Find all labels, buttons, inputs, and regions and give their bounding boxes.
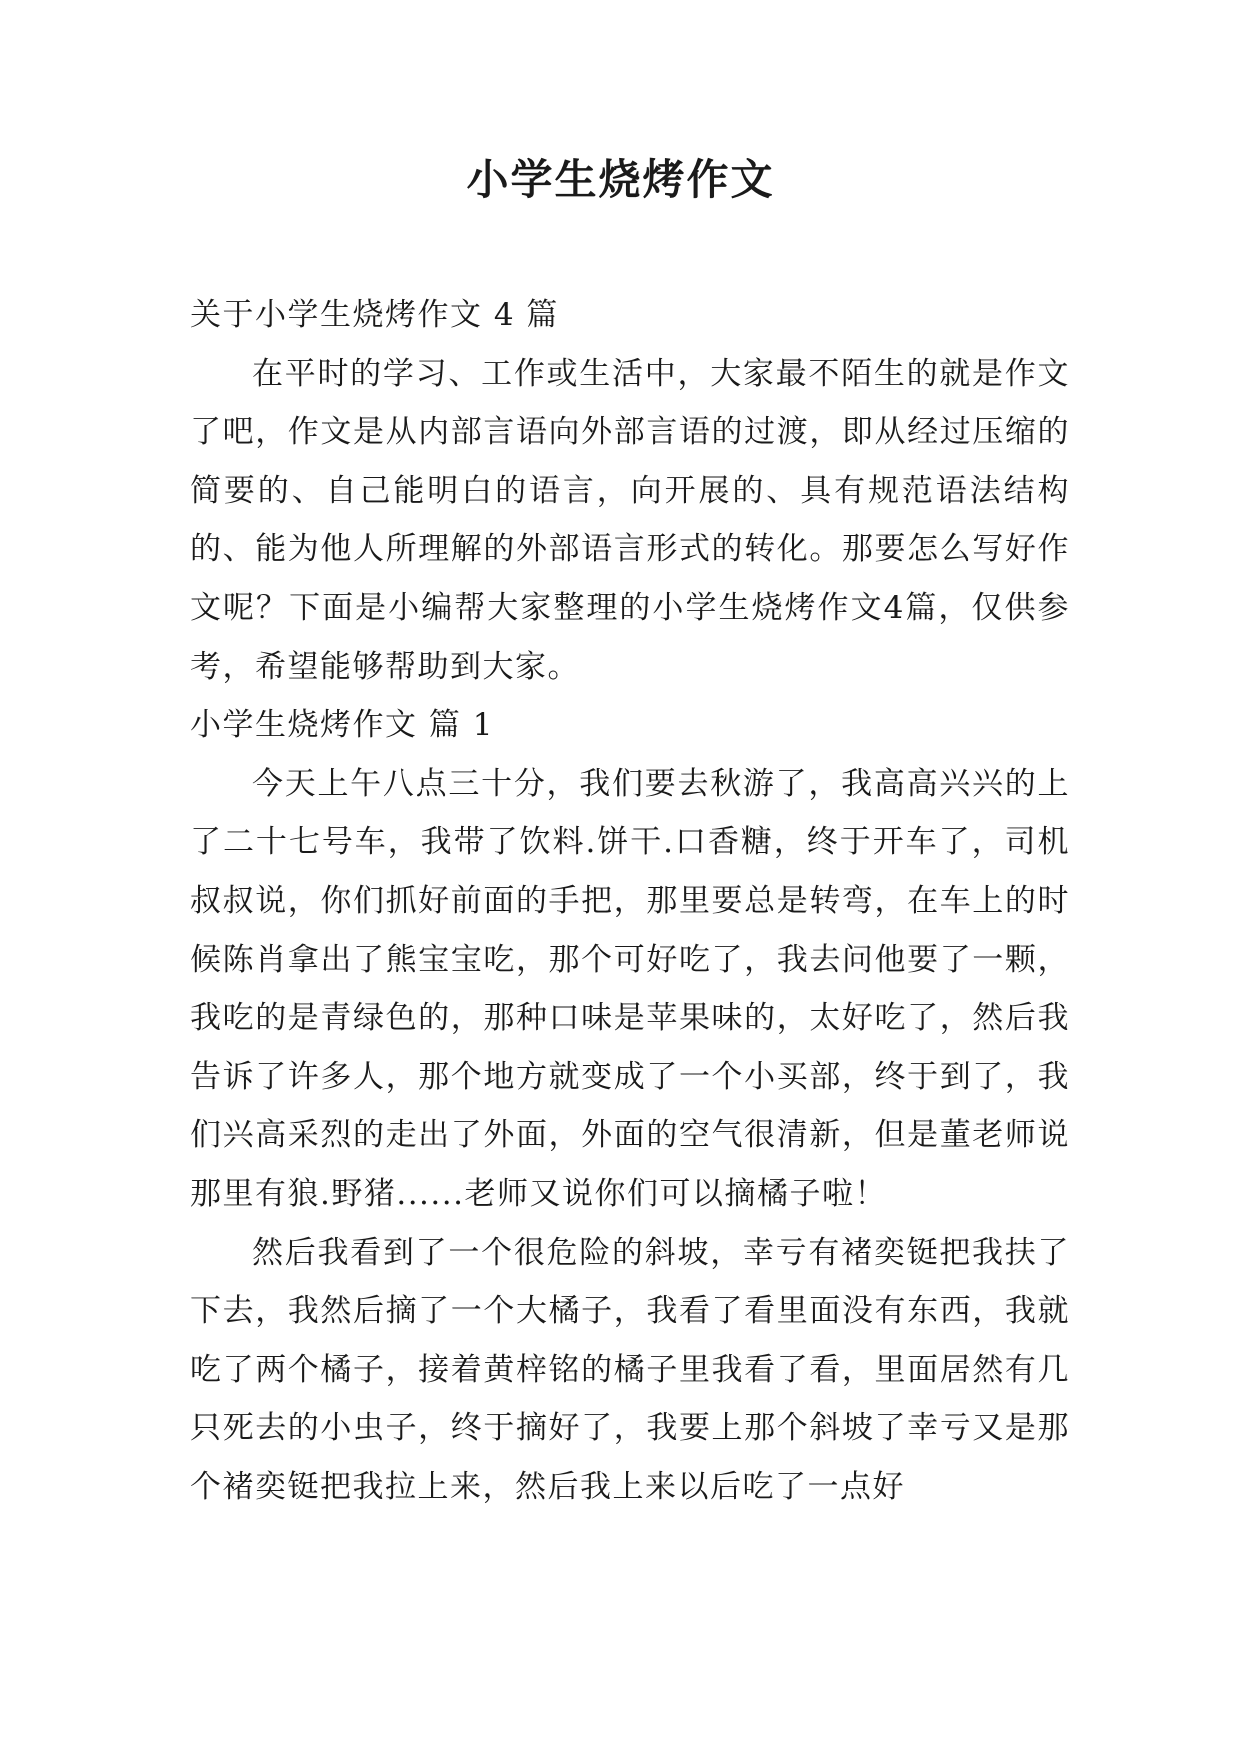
section-heading: 小学生烧烤作文 篇 1: [190, 707, 494, 744]
document-body: [190, 286, 1070, 1516]
body-paragraph: 然后我看到了一个很危险的斜坡，幸亏有褚奕铤把我扶了下去，我然后摘了一个大橘子，我看了看里面没有东西，我就吃了两个橘子，接着黄梓铭的橘子里我看了看，里面居然有几只死去的小虫子，终于摘好了，我要上那个斜坡了幸亏又是那个褚奕铤把我拉上来，然后我上来以后吃了一点好: [190, 1234, 1070, 1505]
body-paragraph: 今天上午八点三十分，我们要去秋游了，我高高兴兴的上了二十七号车，我带了饮料.饼干.口香糖，终于开车了，司机叔叔说，你们抓好前面的手把，那里要总是转弯，在车上的时候陈肖拿出了熊宝宝吃，那个可好吃了，我去问他要了一颗，我吃的是青绿色的，那种口味是苹果味的，太好吃了，然后我告诉了许多人，那个地方就变成了一个小买部，终于到了，我们兴高采烈的走出了外面，外面的空气很清新，但是董老师说那里有狼.野猪......老师又说你们可以摘橘子啦！: [190, 765, 1070, 1212]
intro-paragraph: 在平时的学习、工作或生活中，大家最不陌生的就是作文了吧，作文是从内部言语向外部言语的过渡，即从经过压缩的简要的、自己能明白的语言，向开展的、具有规范语法结构的、能为他人所理解的外部语言形式的转化。那要怎么写好作文呢？下面是小编帮大家整理的小学生烧烤作文4篇，仅供参考，希望能够帮助到大家。: [190, 355, 1070, 685]
document-subtitle: 关于小学生烧烤作文 4 篇: [190, 297, 559, 333]
document-title: 小学生烧烤作文: [466, 155, 775, 204]
